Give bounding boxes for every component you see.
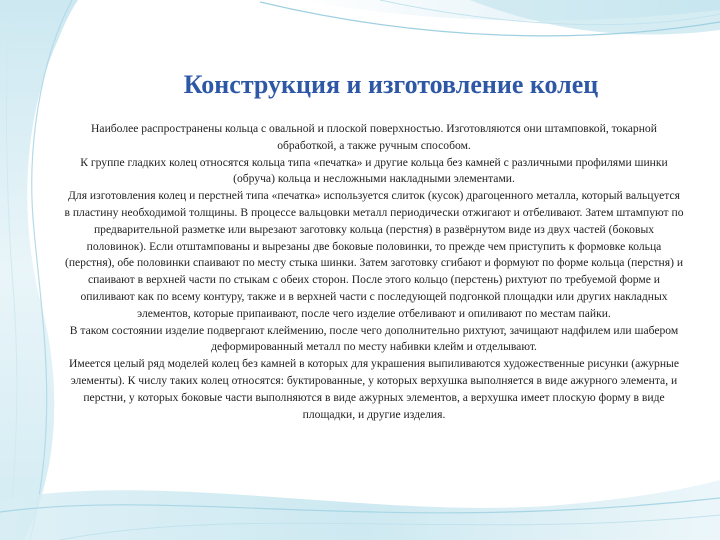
paragraph-2: К группе гладких колец относятся кольца типа «печатка» и другие кольца без камней с различными профилями шинки (обруча) кольца и несложными накладными элементами. — [80, 155, 668, 186]
slide-title: Конструкция и изготовление колец — [183, 70, 599, 99]
paragraph-3: Для изготовления колец и перстней типа «печатка» используется слиток (кусок) драгоценного металла, который вальцуется в пластину необходимой толщины. В процессе вальцовки металл периодически отжигают и отбеливают. Затем штампуют по предварительной разметке или вырезают заготовку кольца (перстня) в развёрнутом виде из двух частей (боковых половинок). Если отштампованы и вырезаны две боковые половинки, то прежде чем приступить к формовке кольца (перстня), обе половинки спаивают по месту стыка шинки. Затем заготовку сгибают и формуют по форме кольца (перстня) и спаивают в верхней части по стыкам с обеих сторон. После этого кольцо (перстень) рихтуют по требуемой форме и опиливают как по всему контуру, также и в верхней части с последующей подгонкой площадки или других накладных элементов, которые припаивают, после чего изделие отбеливают и опиливают по местам пайки. — [64, 189, 684, 320]
slide-body — [64, 121, 684, 423]
paragraph-1: Наиболее распространены кольца с овальной и плоской поверхностью. Изготовляются они штамповкой, токарной обработкой, а также ручным способом. — [91, 122, 657, 152]
paragraph-4: В таком состоянии изделие подвергают клеймению, после чего дополнительно рихтуют, зачищают надфилем или шабером деформированный металл по месту набивки клейм и отделывают. — [69, 323, 679, 354]
bottom-wave-shape — [0, 480, 720, 540]
paragraph-5: Имеется целый ряд моделей колец без камней в которых для украшения выпиливаются художественные рисунки (ажурные элементы). К числу таких колец относятся: буктированные, у которых верхушка выполняется в виде ажурного элемента, и перстни, у которых боковые части выполняются в виде ажурных элементов, а верхушка имеет плоскую форму в виде площадки, и другие изделия. — [69, 357, 679, 421]
